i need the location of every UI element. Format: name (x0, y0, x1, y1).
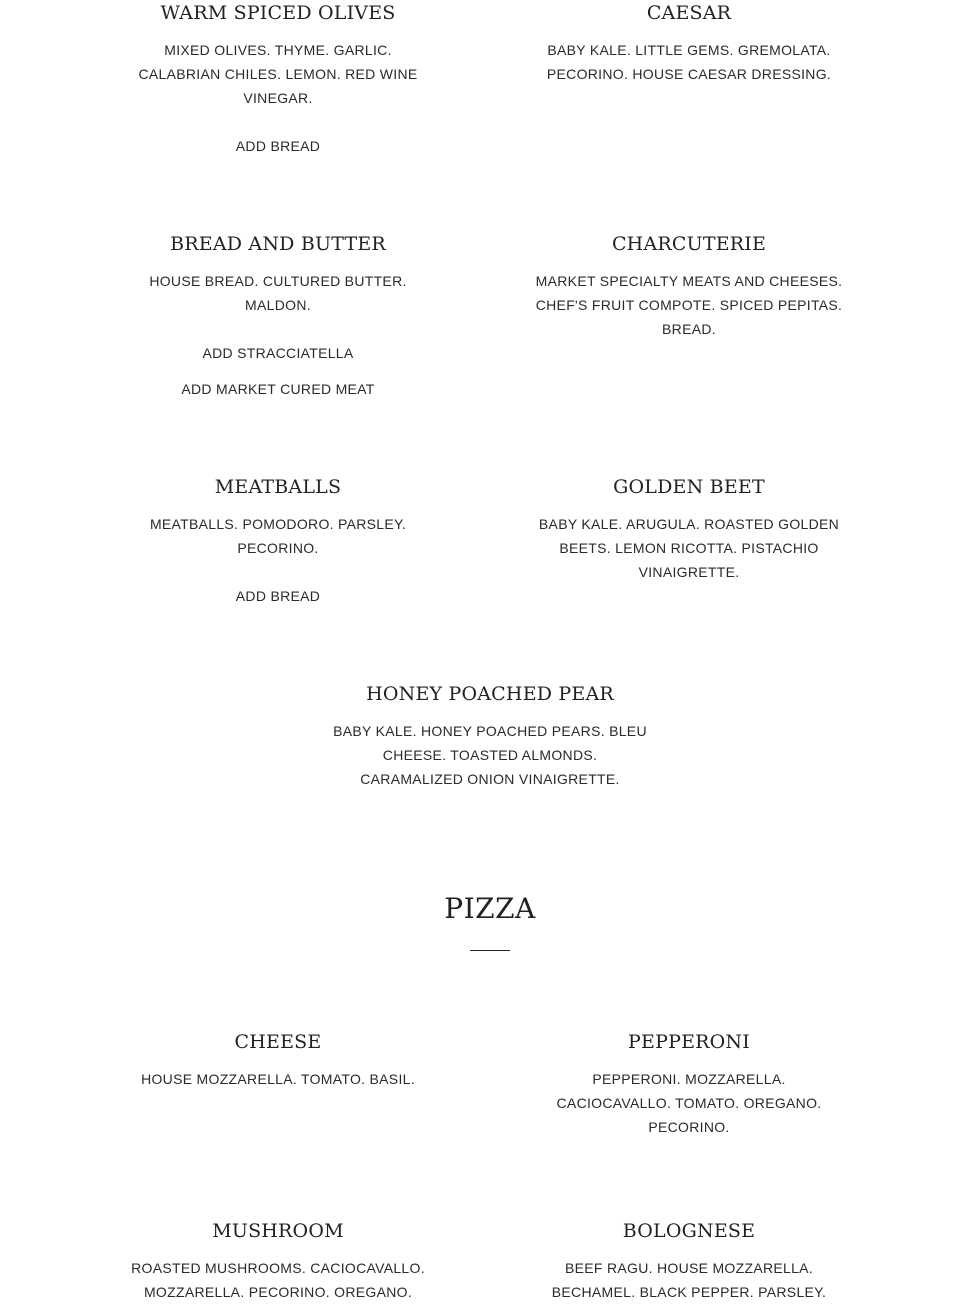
item-description: BABY KALE. LITTLE GEMS. GREMOLATA. PECORINO. HOUSE CAESAR DRESSING. (546, 42, 832, 82)
item-title: PEPPERONI (628, 1031, 750, 1053)
menu-item-bread-and-butter (123, 232, 433, 401)
item-addons (123, 341, 433, 401)
menu-item-caesar (534, 1, 844, 86)
item-description: BABY KALE. HONEY POACHED PEARS. BLEU CHEESE. TOASTED ALMONDS. CARAMALIZED ONION VINAIGRETTE. (333, 723, 647, 787)
item-description: MIXED OLIVES. THYME. GARLIC. CALABRIAN CHILES. LEMON. RED WINE VINEGAR. (138, 42, 418, 106)
item-description: BABY KALE. ARUGULA. ROASTED GOLDEN BEETS. LEMON RICOTTA. PISTACHIO VINAIGRETTE. (538, 516, 840, 580)
item-title: GOLDEN BEET (613, 476, 765, 498)
item-title: CHARCUTERIE (611, 233, 767, 255)
item-addons (123, 134, 433, 158)
menu-item-meatballs (123, 475, 433, 608)
item-title: WARM SPICED OLIVES (160, 2, 396, 24)
item-title: MUSHROOM (212, 1220, 344, 1242)
item-description: BEEF RAGU. HOUSE MOZZARELLA. BECHAMEL. BLACK PEPPER. PARSLEY. (551, 1260, 827, 1300)
menu-item-pepperoni-pizza (534, 1030, 844, 1139)
item-description: HOUSE BREAD. CULTURED BUTTER. MALDON. (149, 273, 407, 313)
section-divider (470, 950, 510, 951)
item-description: MARKET SPECIALTY MEATS AND CHEESES. CHEF'S FRUIT COMPOTE. SPICED PEPITAS. BREAD. (535, 273, 843, 337)
menu-item-warm-spiced-olives (123, 1, 433, 158)
item-title: BOLOGNESE (622, 1220, 756, 1242)
addon-add-market-cured-meat: ADD MARKET CURED MEAT (181, 381, 375, 397)
addon-add-stracciatella: ADD STRACCIATELLA (202, 345, 354, 361)
item-description: ROASTED MUSHROOMS. CACIOCAVALLO. MOZZARELLA. PECORINO. OREGANO. (131, 1260, 425, 1300)
item-title: BREAD AND BUTTER (170, 233, 386, 255)
menu-item-cheese-pizza (123, 1030, 433, 1091)
item-title: CHEESE (234, 1031, 322, 1053)
menu-item-charcuterie (534, 232, 844, 341)
menu-item-honey-poached-pear (330, 682, 650, 791)
menu-item-bolognese-pizza (534, 1219, 844, 1304)
section-heading-pizza: PIZZA (444, 892, 536, 925)
item-title: CAESAR (646, 2, 732, 24)
item-addons (123, 584, 433, 608)
item-description: PEPPERONI. MOZZARELLA. CACIOCAVALLO. TOMATO. OREGANO. PECORINO. (556, 1071, 822, 1135)
item-description: HOUSE MOZZARELLA. TOMATO. BASIL. (141, 1071, 415, 1087)
menu-item-mushroom-pizza (123, 1219, 433, 1304)
item-description: MEATBALLS. POMODORO. PARSLEY. PECORINO. (149, 516, 407, 556)
menu-item-golden-beet (534, 475, 844, 584)
item-title: MEATBALLS (214, 476, 342, 498)
addon-add-bread: ADD BREAD (235, 588, 321, 604)
addon-add-bread: ADD BREAD (235, 138, 321, 154)
item-title: HONEY POACHED PEAR (366, 683, 614, 705)
